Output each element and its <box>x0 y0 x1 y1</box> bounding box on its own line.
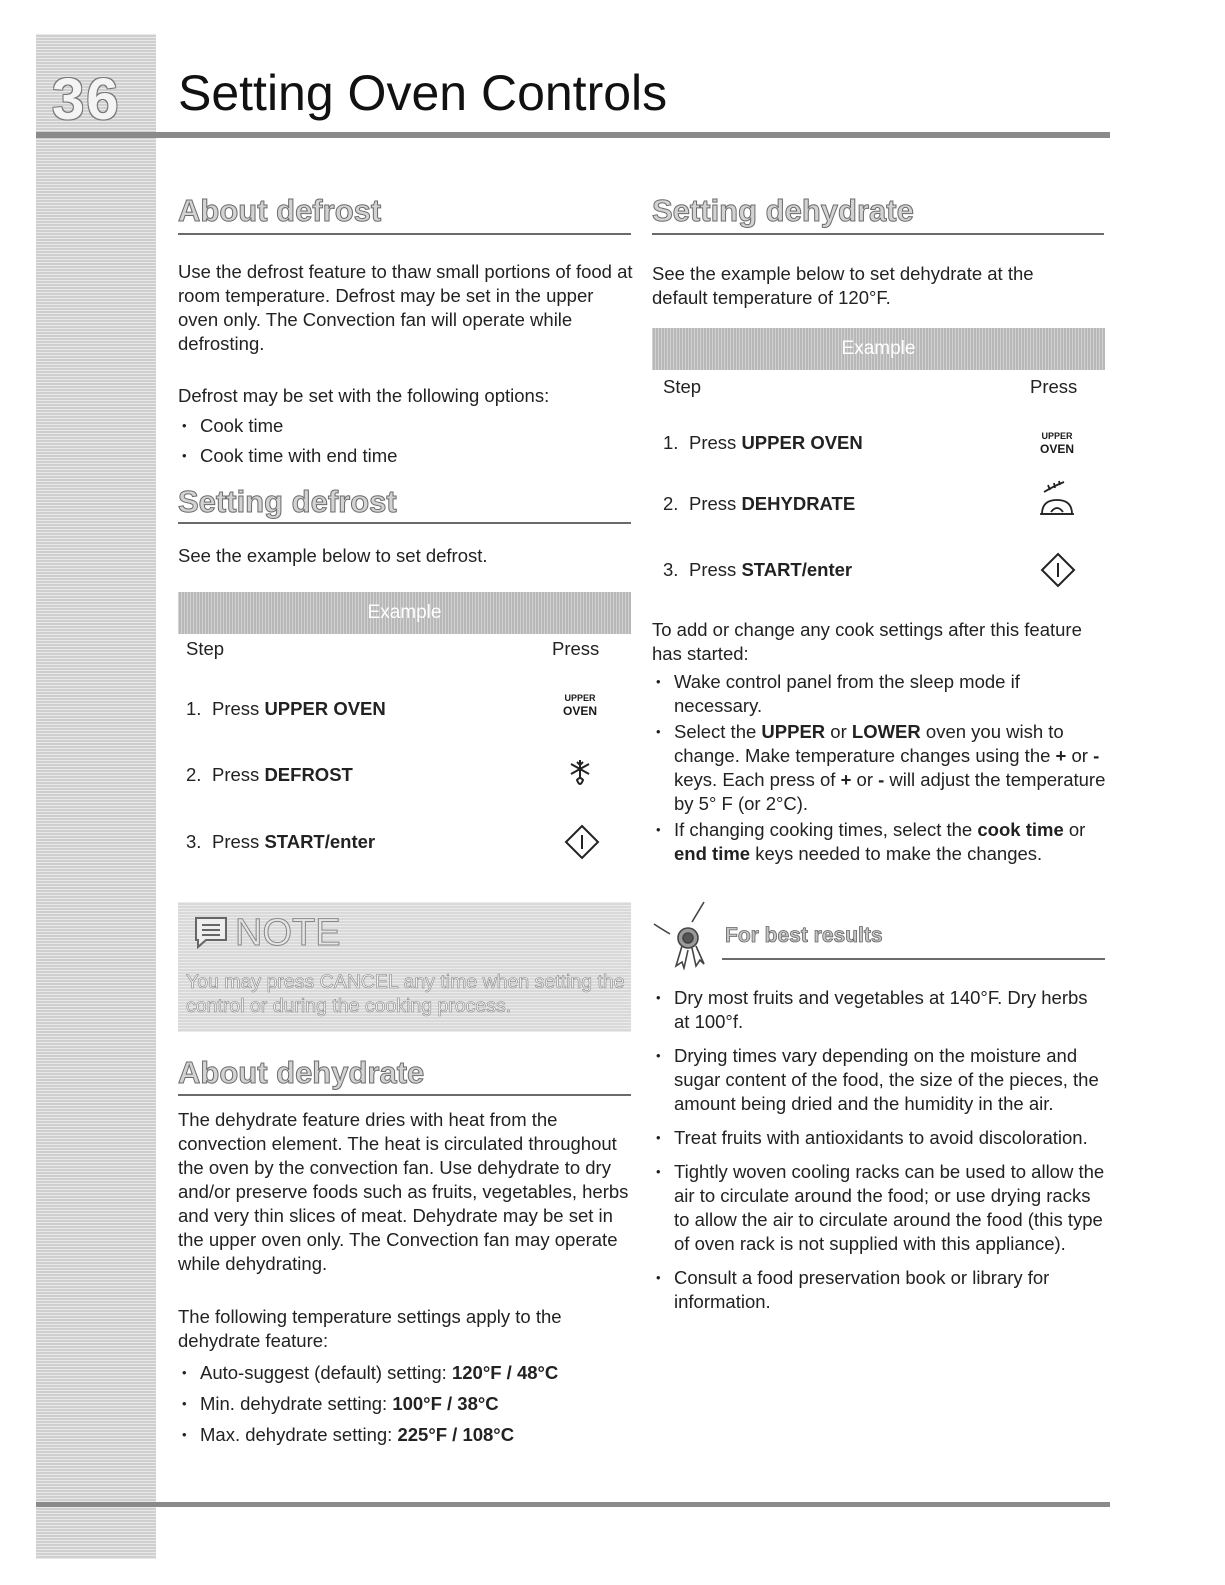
defrost-step-1 <box>186 698 386 720</box>
text-run: - <box>1093 745 1100 766</box>
dehydrate-step-2 <box>663 493 855 515</box>
list-item <box>652 818 1107 866</box>
key-line: UPPER <box>564 693 596 703</box>
step-number: 3. <box>186 831 202 852</box>
after-start-intro: To add or change any cook settings after this feature has started: <box>652 619 1082 664</box>
about-defrost-para2: Defrost may be set with the following options: <box>178 385 550 406</box>
defrost-step-header: Step <box>186 638 225 659</box>
text-run: + <box>1055 745 1067 766</box>
footer-rule <box>36 1502 1110 1507</box>
setting-label: Auto-suggest (default) setting: <box>200 1362 452 1383</box>
dehydrate-step-header: Step <box>663 376 702 397</box>
text-run: Select the <box>674 721 762 742</box>
dehydrate-icon <box>1038 478 1076 518</box>
list-item <box>178 1357 633 1388</box>
note-icon <box>192 914 230 950</box>
key-line: OVEN <box>563 704 598 718</box>
text-run: or <box>1063 819 1086 840</box>
list-item: • Drying times vary depending on the moisture and sugar content of the food, the size of the pieces, the amount being dried and the humidity in the air. <box>652 1044 1107 1116</box>
step-key-name: UPPER OVEN <box>264 698 386 719</box>
page-sidebar-band <box>36 34 156 1559</box>
step-number: 1. <box>186 698 202 719</box>
step-key-name: START/enter <box>264 831 376 852</box>
defrost-icon <box>565 758 595 790</box>
note-title: NOTE <box>235 912 341 954</box>
setting-defrost-intro: See the example below to set defrost. <box>178 545 488 566</box>
best-results-title: For best results <box>725 924 883 947</box>
dehydrate-step-3 <box>663 559 852 581</box>
step-text: Press <box>212 698 265 719</box>
about-dehydrate-para2: The following temperature settings apply to the dehydrate feature: <box>178 1306 562 1351</box>
page-title: Setting Oven Controls <box>178 65 668 121</box>
step-number: 2. <box>663 493 679 514</box>
text-run: UPPER <box>761 721 826 742</box>
text-run: + <box>840 769 852 790</box>
list-item: • Treat fruits with antioxidants to avoid discoloration. <box>652 1126 1107 1150</box>
setting-dehydrate-heading: Setting dehydrate <box>652 193 914 228</box>
step-key-name: START/enter <box>741 559 853 580</box>
text-run: end time <box>674 843 751 864</box>
about-dehydrate-para1: The dehydrate feature dries with heat from the convection element. The heat is circulated throughout the oven by the convection fan. Use dehydrate to dry and/or preserve foods such as fruits, vegetables, herbs and very thin slices of meat. Dehydrate may be set in the upper oven only. The Convection fan may operate while dehydrating. <box>178 1109 629 1274</box>
step-text: Press <box>689 493 742 514</box>
list-item: • Consult a food preservation book or library for information. <box>652 1266 1107 1314</box>
best-results-rule <box>722 958 1105 960</box>
about-defrost-rule <box>178 233 631 235</box>
setting-value: 120°F / 48°C <box>451 1362 559 1383</box>
key-line: UPPER <box>1041 431 1073 441</box>
defrost-step-2 <box>186 764 353 786</box>
step-text: Press <box>212 764 265 785</box>
text-run: will adjust the temperature by 5° F (or 2°C). <box>674 769 1106 814</box>
key-line: OVEN <box>1040 442 1075 456</box>
step-number: 2. <box>186 764 202 785</box>
step-text: Press <box>689 432 742 453</box>
list-item <box>652 720 1107 816</box>
text-run: - <box>878 769 885 790</box>
text-run: If changing cooking times, select the <box>674 819 978 840</box>
step-key-name: UPPER OVEN <box>741 432 863 453</box>
step-number: 1. <box>663 432 679 453</box>
defrost-example-bar: Example <box>178 592 631 634</box>
setting-defrost-rule <box>178 522 631 524</box>
about-defrost-heading: About defrost <box>178 193 382 228</box>
defrost-step-3 <box>186 831 375 853</box>
note-text: You may press CANCEL any time when setting the control or during the cooking process. <box>186 971 625 1017</box>
defrost-press-header: Press <box>552 638 600 659</box>
step-key-name: DEFROST <box>264 764 353 785</box>
upper-oven-key-label <box>563 692 597 718</box>
list-item <box>178 1419 633 1450</box>
upper-oven-key-label <box>1040 430 1074 456</box>
list-item: • Tightly woven cooling racks can be used to allow the air to circulate around the food; or use drying racks to allow the air to circulate around the food (this type of oven rack is not supplied with this appliance). <box>652 1160 1107 1256</box>
text-run: cook time <box>977 819 1064 840</box>
dehydrate-example-bar: Example <box>652 328 1105 370</box>
about-dehydrate-rule <box>178 1094 631 1096</box>
about-dehydrate-heading: About dehydrate <box>178 1055 425 1090</box>
text-run: keys needed to make the changes. <box>750 843 1043 864</box>
setting-dehydrate-intro: See the example below to set dehydrate at the default temperature of 120°F. <box>652 263 1034 308</box>
list-item: • Cook time <box>178 414 633 438</box>
text-run: oven you wish to change. Make temperature changes using the <box>674 721 1064 766</box>
step-text: Press <box>689 559 742 580</box>
step-number: 3. <box>663 559 679 580</box>
start-icon <box>564 824 600 860</box>
list-item: • Dry most fruits and vegetables at 140°F. Dry herbs at 100°f. <box>652 986 1107 1034</box>
defrost-options-list <box>178 414 633 468</box>
page-number: 36 <box>52 67 121 132</box>
best-results-list <box>652 986 1107 1314</box>
dehydrate-press-header: Press <box>1030 376 1078 397</box>
setting-label: Min. dehydrate setting: <box>200 1393 393 1414</box>
dehydrate-step-1 <box>663 432 863 454</box>
about-defrost-para1: Use the defrost feature to thaw small portions of food at room temperature. Defrost may be set in the upper oven only. The Convection fan will operate while defrosting. <box>178 261 633 354</box>
text-run: or <box>825 721 852 742</box>
text-run: or <box>1066 745 1094 766</box>
text-run: keys. Each press of <box>674 769 841 790</box>
after-start-list <box>652 670 1107 866</box>
setting-value: 100°F / 38°C <box>392 1393 499 1414</box>
header-rule <box>36 132 1110 138</box>
start-icon <box>1040 552 1076 588</box>
list-item <box>178 1388 633 1419</box>
list-item: • Cook time with end time <box>178 444 633 468</box>
setting-defrost-heading: Setting defrost <box>178 484 397 519</box>
ribbon-award-icon <box>652 898 720 970</box>
setting-dehydrate-rule <box>652 233 1104 235</box>
step-text: Press <box>212 831 265 852</box>
text-run: or <box>851 769 879 790</box>
dehydrate-settings-list <box>178 1357 633 1450</box>
setting-label: Max. dehydrate setting: <box>200 1424 398 1445</box>
text-run: LOWER <box>851 721 921 742</box>
setting-value: 225°F / 108°C <box>397 1424 515 1445</box>
list-item: • Wake control panel from the sleep mode if necessary. <box>652 670 1107 718</box>
step-key-name: DEHYDRATE <box>741 493 856 514</box>
